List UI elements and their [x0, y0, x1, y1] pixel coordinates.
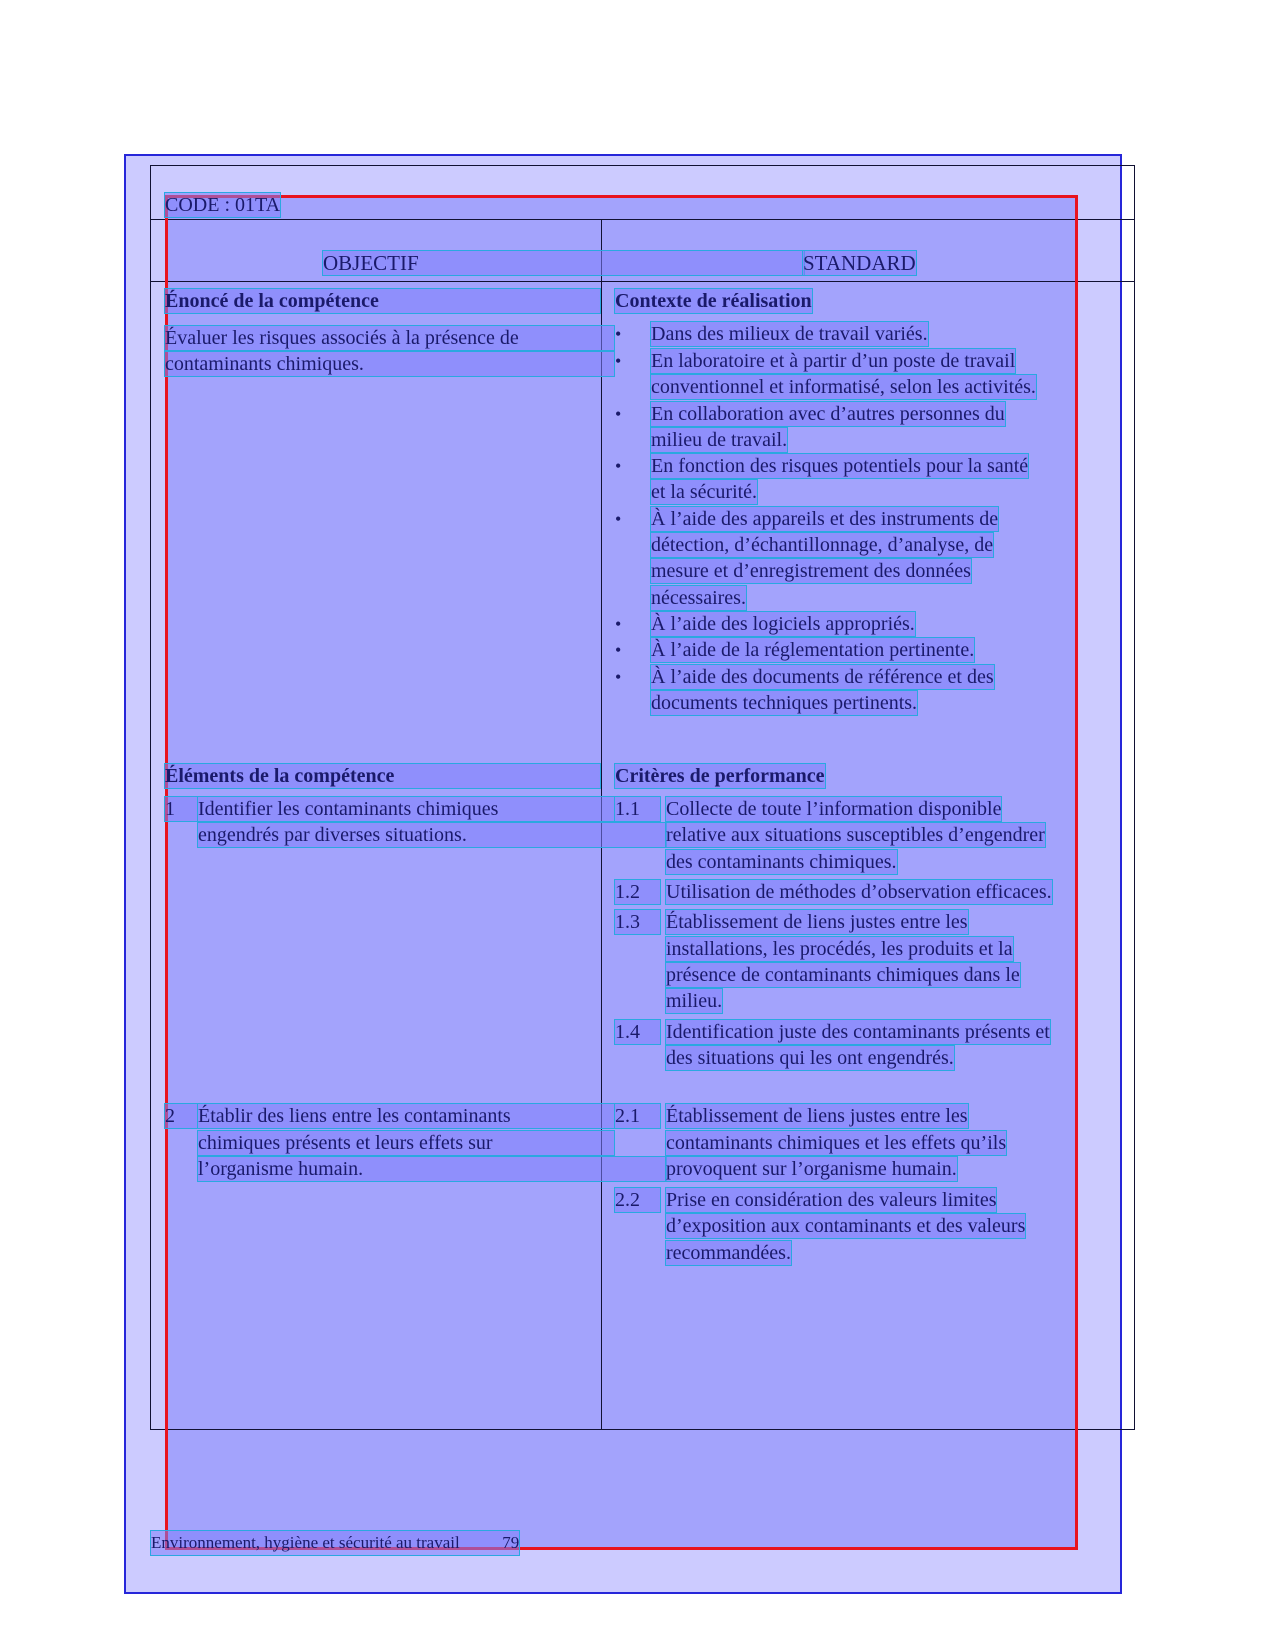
- critere-line: installations, les procédés, les produits et la: [666, 938, 1013, 960]
- element-line: Identifier les contaminants chimiques: [198, 797, 614, 821]
- bullet-icon: •: [615, 614, 622, 634]
- contexte-line: documents techniques pertinents.: [651, 692, 918, 714]
- critere-number: 1.2: [615, 880, 660, 904]
- critere-line: Prise en considération des valeurs limites: [666, 1189, 997, 1211]
- critere-line: présence de contaminants chimiques dans le: [666, 964, 1020, 986]
- element-number: 1: [165, 797, 197, 821]
- bullet-icon: •: [615, 667, 622, 687]
- critere-number: 2.2: [615, 1188, 660, 1212]
- critere-line: des contaminants chimiques.: [666, 851, 897, 873]
- critere-line: Établissement de liens justes entre les: [666, 911, 968, 933]
- contexte-line: À l’aide des logiciels appropriés.: [651, 613, 915, 635]
- critere-line: recommandées.: [666, 1242, 791, 1264]
- critere-line: Établissement de liens justes entre les: [666, 1105, 968, 1127]
- critere-line: Utilisation de méthodes d’observation efficaces.: [666, 881, 1052, 903]
- contexte-line: À l’aide de la réglementation pertinente.: [651, 639, 975, 661]
- critere-number: 1.4: [615, 1020, 660, 1044]
- critere-line: Identification juste des contaminants présents et: [666, 1021, 1050, 1043]
- contexte-heading: Contexte de réalisation: [615, 290, 812, 312]
- contexte-line: En collaboration avec d’autres personnes du: [651, 403, 1005, 425]
- critere-line: provoquent sur l’organisme humain.: [666, 1158, 957, 1180]
- element-number: 2: [165, 1104, 197, 1128]
- table-divider-code: [150, 219, 1135, 220]
- elements-heading: Éléments de la compétence: [165, 764, 600, 788]
- contexte-line: et la sécurité.: [651, 481, 758, 503]
- critere-line: contaminants chimiques et les effets qu’ils: [666, 1132, 1007, 1154]
- critere-number: 1.3: [615, 910, 660, 934]
- critere-line: milieu.: [666, 990, 723, 1012]
- bullet-icon: •: [615, 640, 622, 660]
- bullet-icon: •: [615, 324, 622, 344]
- enonce-heading: Énoncé de la compétence: [165, 289, 600, 313]
- code-label: CODE : 01TA: [165, 194, 281, 216]
- element-line: chimiques présents et leurs effets sur: [198, 1131, 614, 1155]
- contexte-line: milieu de travail.: [651, 429, 788, 451]
- critere-number: 2.1: [615, 1104, 660, 1128]
- contexte-line: En laboratoire et à partir d’un poste de travail: [651, 350, 1016, 372]
- contexte-line: À l’aide des documents de référence et des: [651, 666, 994, 688]
- criteres-heading: Critères de performance: [615, 765, 825, 787]
- element-line: engendrés par diverses situations.: [198, 823, 666, 847]
- critere-line: relative aux situations susceptibles d’engendrer: [666, 824, 1045, 846]
- contexte-line: Dans des milieux de travail variés.: [651, 323, 928, 345]
- contexte-line: conventionnel et informatisé, selon les activités.: [651, 376, 1036, 398]
- bullet-icon: •: [615, 509, 622, 529]
- critere-line: d’exposition aux contaminants et des valeurs: [666, 1215, 1026, 1237]
- enonce-line: Évaluer les risques associés à la présence de: [165, 326, 614, 350]
- header-standard: STANDARD: [803, 251, 916, 275]
- bullet-icon: •: [615, 351, 622, 371]
- critere-number: 1.1: [615, 797, 660, 821]
- bullet-icon: •: [615, 456, 622, 476]
- bullet-icon: •: [615, 404, 622, 424]
- element-line: l’organisme humain.: [198, 1157, 666, 1181]
- contexte-line: En fonction des risques potentiels pour la santé: [651, 455, 1029, 477]
- critere-line: Collecte de toute l’information disponible: [666, 798, 1002, 820]
- table-divider-header: [150, 281, 1135, 282]
- enonce-line: contaminants chimiques.: [165, 352, 614, 376]
- page-footer: Environnement, hygiène et sécurité au travail 79: [151, 1531, 519, 1555]
- element-line: Établir des liens entre les contaminants: [198, 1104, 614, 1128]
- critere-line: des situations qui les ont engendrés.: [666, 1047, 954, 1069]
- contexte-line: mesure et d’enregistrement des données: [651, 560, 971, 582]
- contexte-line: À l’aide des appareils et des instruments de: [651, 508, 999, 530]
- contexte-line: détection, d’échantillonnage, d’analyse, de: [651, 534, 994, 556]
- header-objectif: OBJECTIF: [323, 251, 804, 275]
- contexte-line: nécessaires.: [651, 587, 746, 609]
